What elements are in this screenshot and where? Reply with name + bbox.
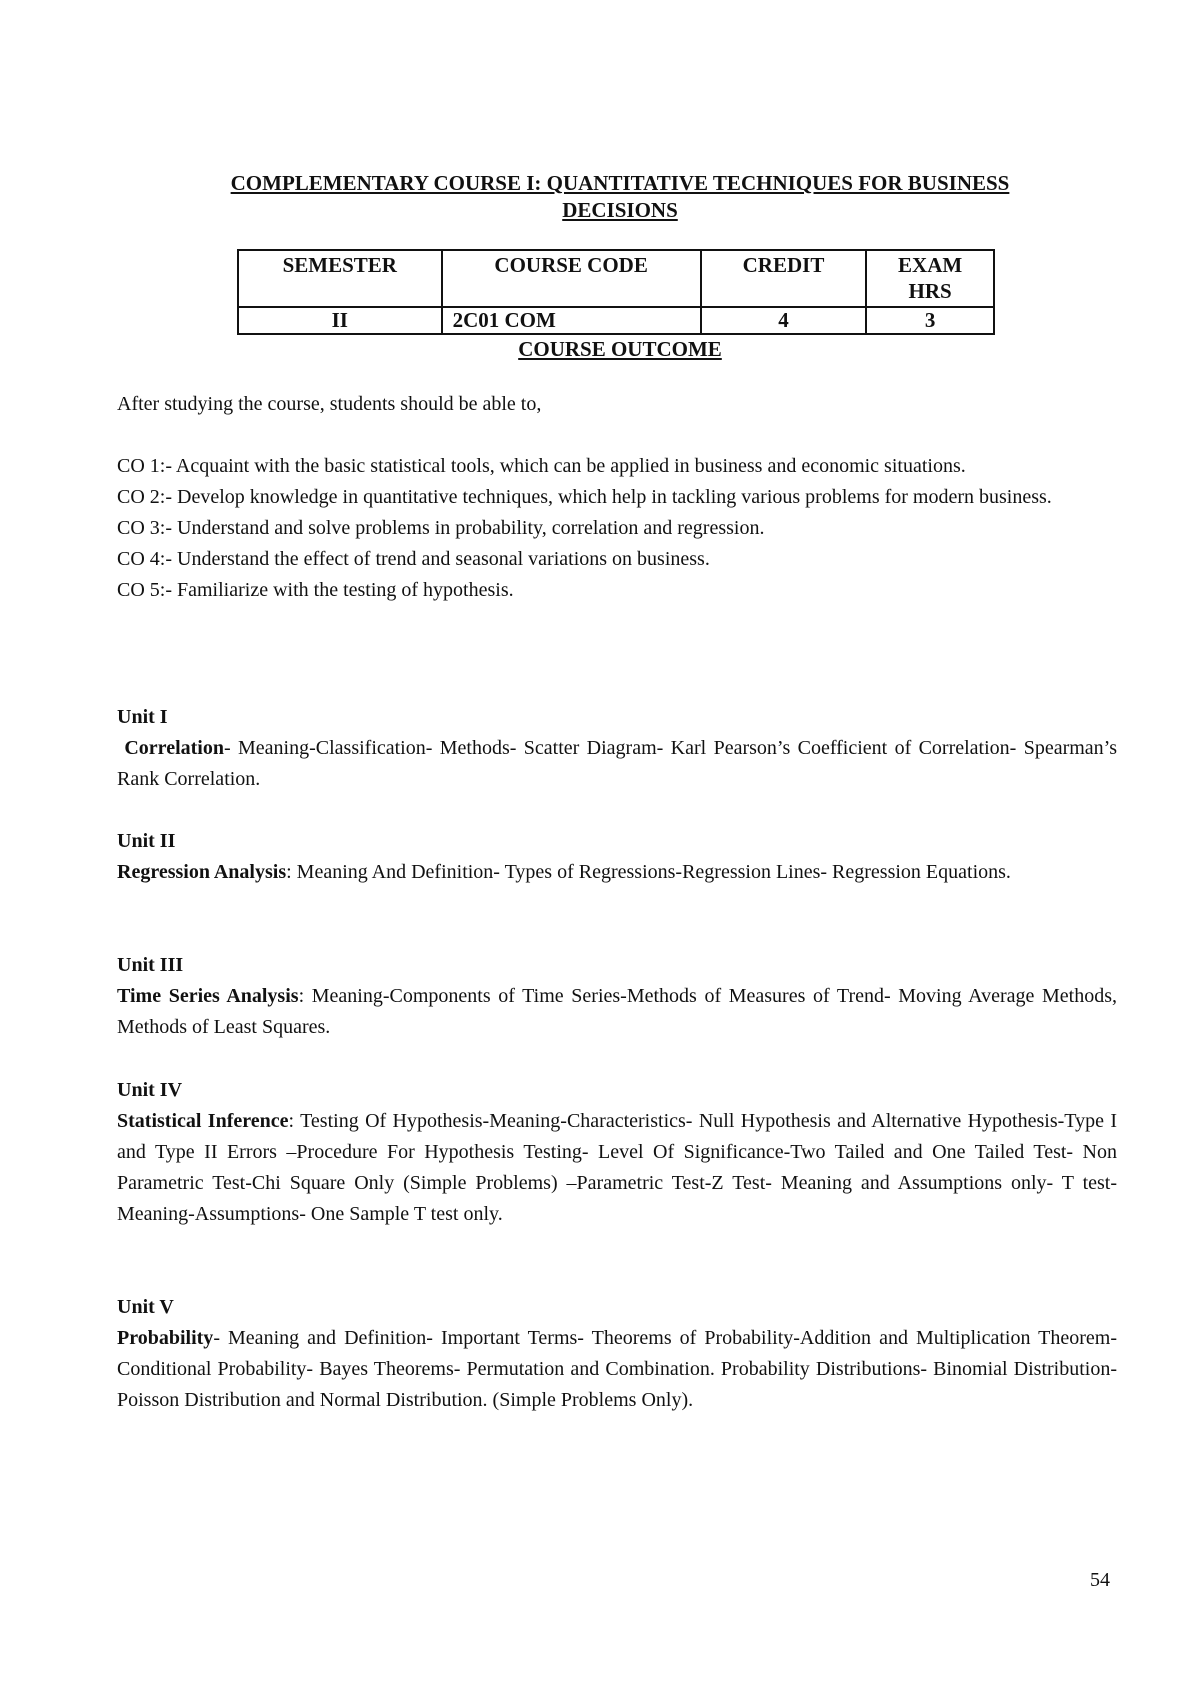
header-credit: CREDIT <box>701 250 867 307</box>
outcome-item: CO 2:- Develop knowledge in quantitative techniques, which help in tackling various problems for modern business. <box>117 486 1052 508</box>
unit-topic: Time Series Analysis <box>117 985 299 1007</box>
cell-credit: 4 <box>701 307 867 334</box>
header-semester: SEMESTER <box>238 250 442 307</box>
outcome-item: CO 4:- Understand the effect of trend and seasonal variations on business. <box>117 548 710 570</box>
header-course-code: COURSE CODE <box>442 250 701 307</box>
course-title-line-1: COMPLEMENTARY COURSE I: QUANTITATIVE TECHNIQUES FOR BUSINESS <box>230 171 1010 195</box>
outcome-list <box>117 451 1077 606</box>
unit-content <box>117 733 1117 795</box>
cell-semester: II <box>238 307 442 334</box>
unit-title: Unit II <box>117 830 176 852</box>
unit-title: Unit IV <box>117 1079 183 1101</box>
unit-section <box>117 826 1117 888</box>
unit-topic: Regression Analysis <box>117 861 287 883</box>
unit-description: : Meaning-Components of Time Series-Methods of Measures of Trend- Moving Average Methods, Methods of Least Squares. <box>117 985 1117 1038</box>
unit-content <box>117 1323 1117 1416</box>
outcome-item: CO 1:- Acquaint with the basic statistical tools, which can be applied in business and economic situations. <box>117 455 966 477</box>
unit-topic: Probability <box>117 1327 214 1349</box>
unit-description: - Meaning-Classification- Methods- Scatter Diagram- Karl Pearson’s Coefficient of Correlation- Spearman’s Rank Correlation. <box>117 737 1118 790</box>
unit-title: Unit I <box>117 706 168 728</box>
unit-title: Unit III <box>117 954 184 976</box>
unit-section <box>117 1075 1117 1230</box>
course-info-table <box>237 249 995 335</box>
page-number: 54 <box>1090 1569 1110 1591</box>
header-hrs: HRS <box>908 279 952 303</box>
unit-content <box>117 857 1117 888</box>
unit-section <box>117 702 1117 795</box>
unit-title: Unit V <box>117 1296 174 1318</box>
header-exam-hrs <box>866 250 994 307</box>
course-title-line-2: DECISIONS <box>562 198 678 222</box>
unit-section <box>117 950 1117 1043</box>
unit-content <box>117 981 1117 1043</box>
unit-description: : Testing Of Hypothesis-Meaning-Characteristics- Null Hypothesis and Alternative Hypothesis-Type I and Type II Errors –Procedure For Hypothesis Testing- Level Of Significance-Two Tailed and One Tailed Test- Non Parametric Test-Chi Square Only (Simple Problems) –Parametric Test-Z Test- Meaning and Assumptions only- T test- Meaning-Assumptions- One Sample T test only. <box>117 1110 1117 1225</box>
table-row <box>238 307 994 334</box>
unit-topic: Statistical Inference <box>117 1110 289 1132</box>
unit-description: - Meaning and Definition- Important Terms- Theorems of Probability-Addition and Multiplication Theorem-Conditional Probability- Bayes Theorems- Permutation and Combination. Probability Distributions- Binomial Distribution-Poisson Distribution and Normal Distribution. (Simple Problems Only). <box>117 1327 1117 1411</box>
unit-content <box>117 1106 1117 1230</box>
course-title <box>150 170 1090 224</box>
intro-text: After studying the course, students should be able to, <box>117 393 542 415</box>
unit-topic: Correlation <box>117 737 224 759</box>
unit-section <box>117 1292 1117 1416</box>
header-exam: EXAM <box>898 253 963 277</box>
unit-description: : Meaning And Definition- Types of Regressions-Regression Lines- Regression Equations. <box>286 861 1011 883</box>
outcome-item: CO 3:- Understand and solve problems in probability, correlation and regression. <box>117 517 765 539</box>
course-outcome-heading: COURSE OUTCOME <box>518 337 722 361</box>
outcome-item: CO 5:- Familiarize with the testing of hypothesis. <box>117 579 514 601</box>
cell-course-code: 2C01 COM <box>442 307 701 334</box>
table-header-row <box>238 250 994 307</box>
cell-exam-hrs: 3 <box>866 307 994 334</box>
